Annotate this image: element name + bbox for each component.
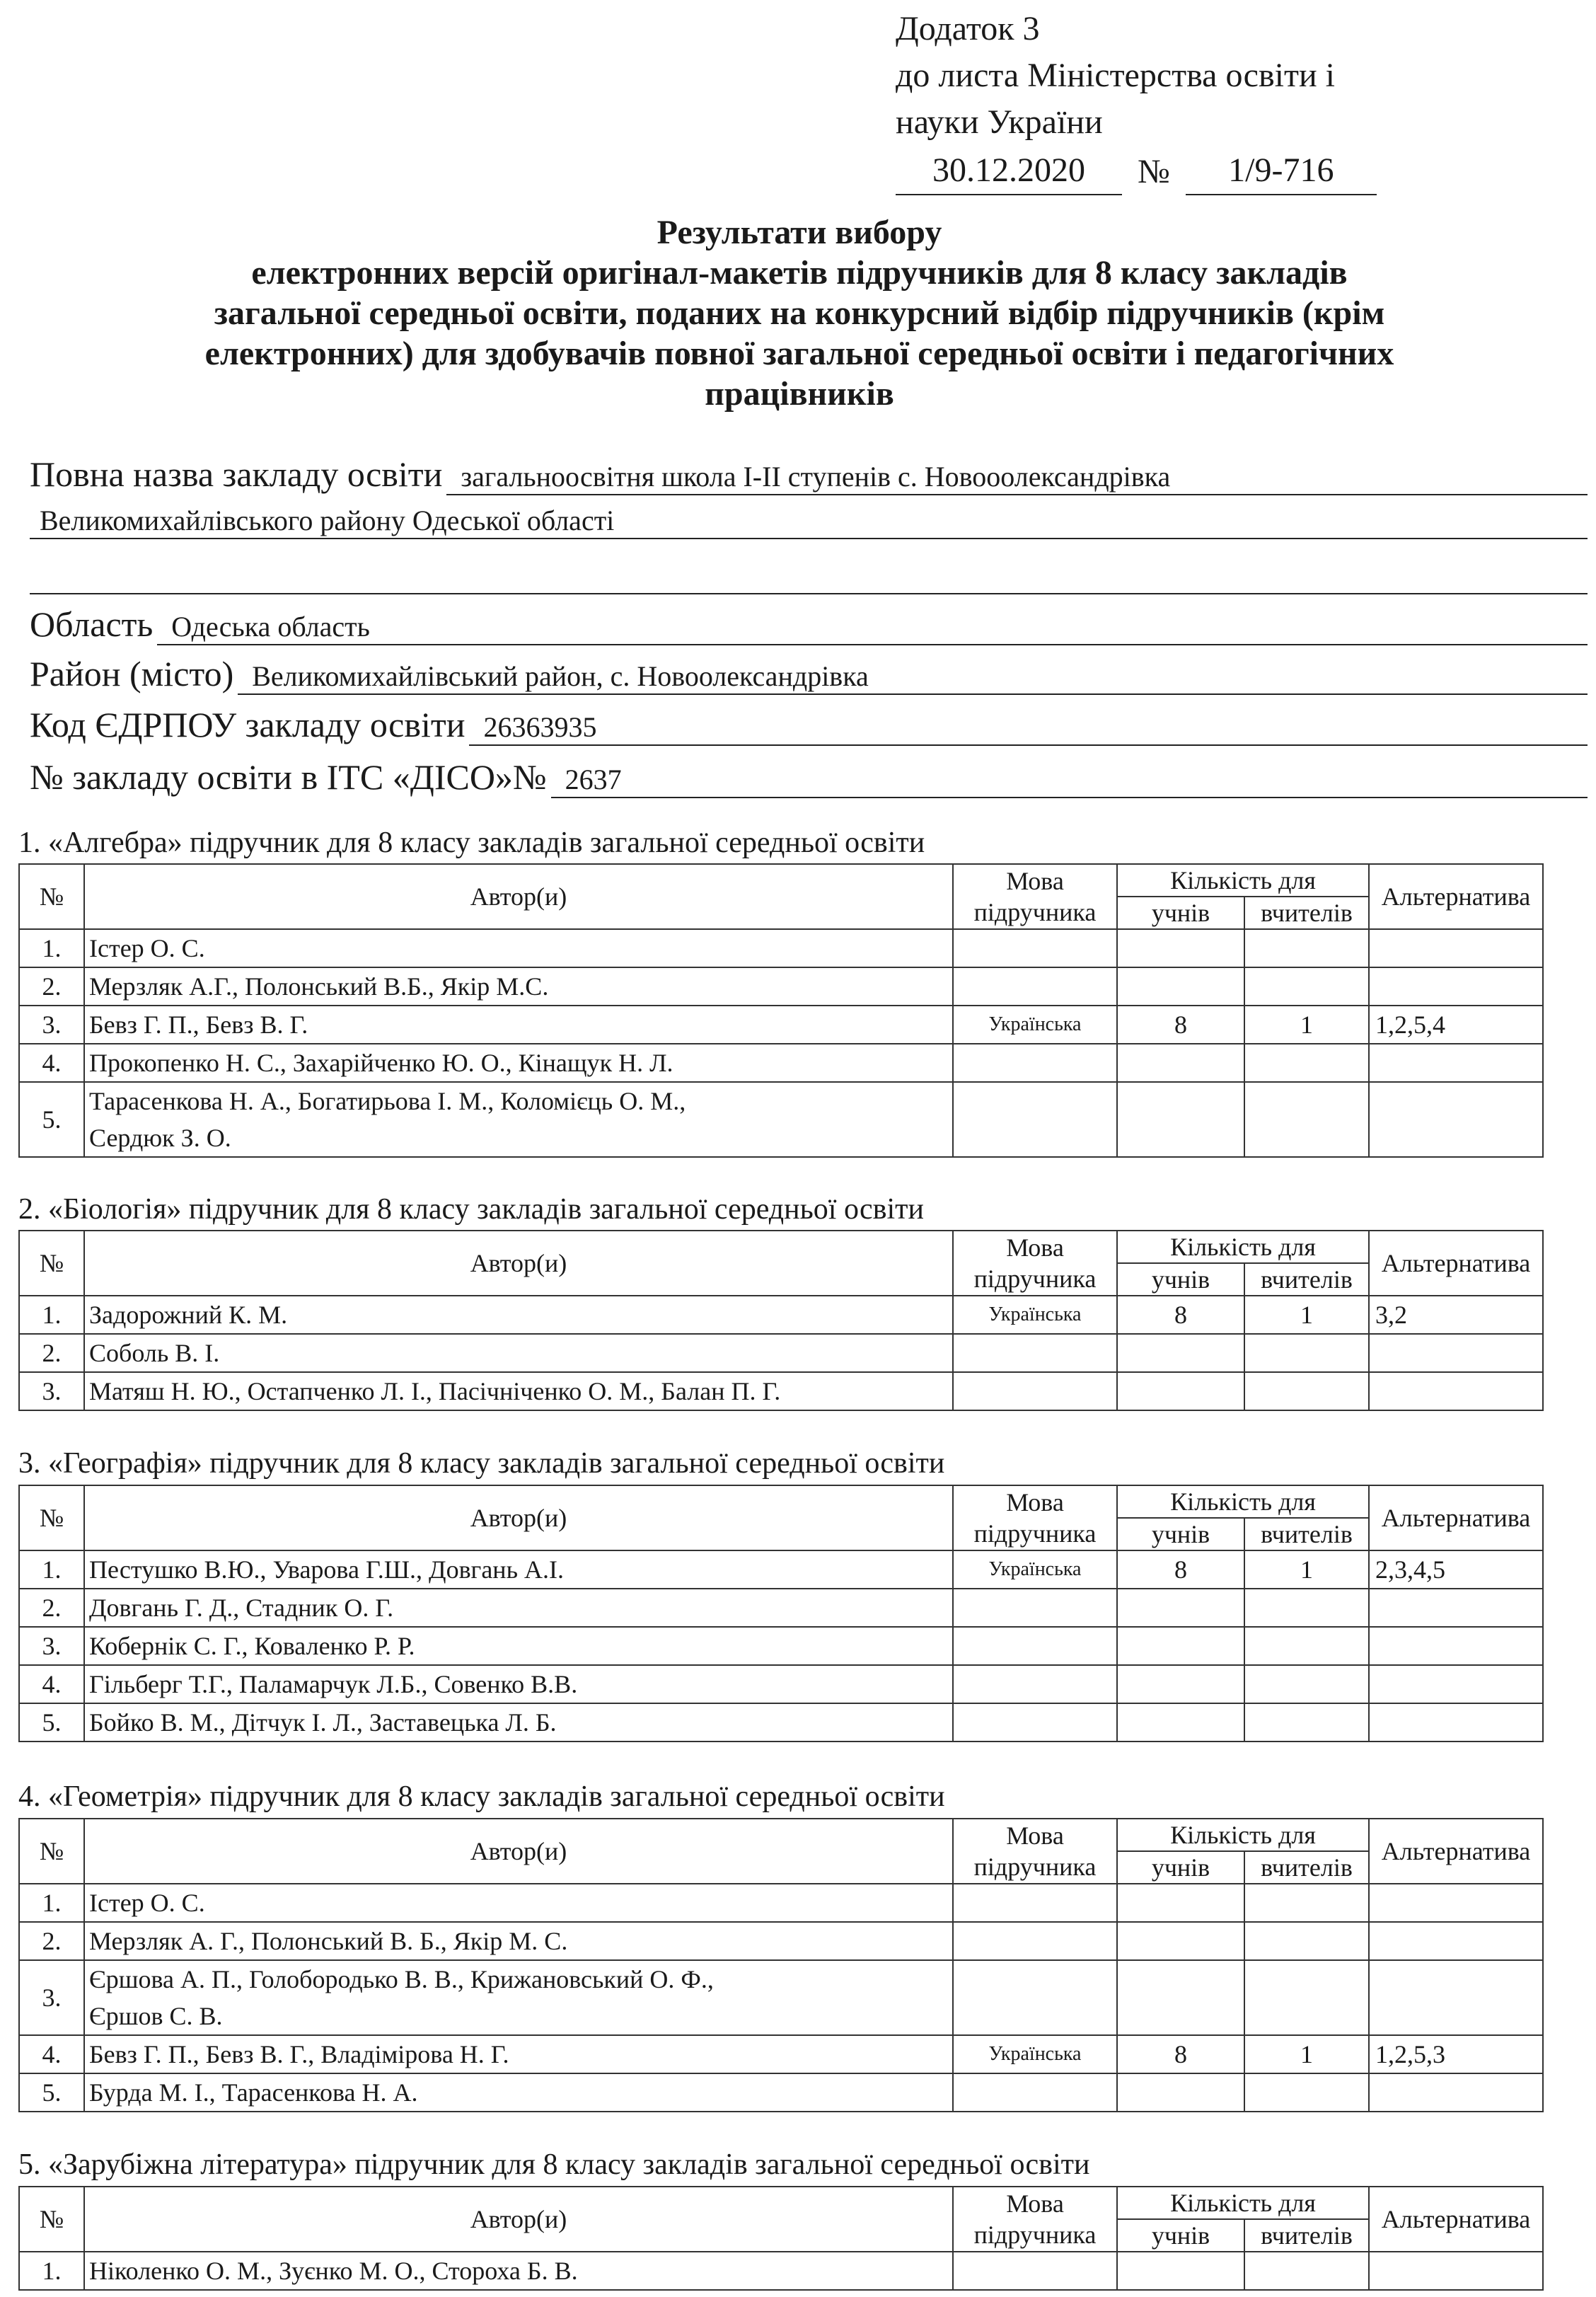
region-value: Одеська область [157,610,1588,645]
row-authors-line-1: Гільберг Т.Г., Паламарчук Л.Б., Совенко В.В. [89,1670,578,1698]
row-students [1117,929,1244,967]
row-students: 8 [1117,2035,1244,2073]
row-authors-line-1: Бевз Г. П., Бевз В. Г. [89,1011,308,1039]
header-language-line-2: підручника [973,1265,1097,1293]
table-row [19,1334,1543,1372]
row-authors [84,1372,953,1410]
row-teachers [1244,1627,1369,1665]
row-alternative: 1,2,5,3 [1369,2035,1543,2073]
header-authors: Автор(и) [84,864,953,929]
row-number: 1. [19,2252,84,2290]
header-teachers: вчителів [1244,1518,1369,1550]
header-authors: Автор(и) [84,1485,953,1550]
row-authors-line-2: Єршов С. В. [89,2002,223,2030]
header-language [953,864,1117,929]
appendix-number-row [896,147,1377,195]
row-teachers [1244,2252,1369,2290]
row-authors [84,1044,953,1082]
row-language [953,2073,1117,2112]
row-students [1117,1044,1244,1082]
section-title-geometry: 4. «Геометрія» підручник для 8 класу закладів загальної середньої освіти [18,1780,945,1813]
appendix-line-2: до листа Міністерства освіти і [896,57,1335,94]
row-authors [84,1627,953,1665]
row-students [1117,2252,1244,2290]
row-number: 2. [19,1589,84,1627]
row-students [1117,1665,1244,1703]
title-line-2: електронних версій оригінал-макетів підручників для 8 класу закладів [251,254,1348,292]
section-title-biology: 2. «Біологія» підручник для 8 класу закладів загальної середньої освіти [18,1193,924,1226]
header-authors: Автор(и) [84,2187,953,2252]
header-authors: Автор(и) [84,1231,953,1296]
appendix-date: 30.12.2020 [896,147,1122,195]
row-language [953,967,1117,1006]
header-authors: Автор(и) [84,1819,953,1884]
row-alternative [1369,1703,1543,1742]
row-language [953,1334,1117,1372]
table-row [19,1703,1543,1742]
row-language [953,1960,1117,2035]
district-label: Район (місто) [30,654,234,693]
row-language [953,1082,1117,1157]
header-row [19,1485,1543,1518]
row-language [953,1922,1117,1960]
row-authors [84,2073,953,2112]
full-name-value-line-2: Великомихайлівського району Одеської області [30,504,1588,539]
header-quantity: Кількість для [1117,1485,1369,1518]
row-teachers [1244,1589,1369,1627]
header-language [953,2187,1117,2252]
header-row [19,1819,1543,1851]
header-num: № [19,2187,84,2252]
row-students: 8 [1117,1550,1244,1589]
row-teachers: 1 [1244,2035,1369,2073]
header-students: учнів [1117,1851,1244,1884]
row-language [953,2252,1117,2290]
row-alternative [1369,1044,1543,1082]
header-language-line-2: підручника [973,1519,1097,1548]
row-authors [84,1703,953,1742]
table-row [19,2035,1543,2073]
header-language-line-2: підручника [973,1853,1097,1881]
table-row [19,1006,1543,1044]
header-quantity: Кількість для [1117,1819,1369,1851]
row-number: 1. [19,1884,84,1922]
region-field [30,603,1588,645]
row-authors-line-1: Соболь В. І. [89,1339,220,1367]
header-language-line-2: підручника [973,2221,1097,2249]
row-language: Українська [953,1550,1117,1589]
row-number: 4. [19,2035,84,2073]
row-teachers [1244,1703,1369,1742]
row-authors [84,1334,953,1372]
row-alternative: 2,3,4,5 [1369,1550,1543,1589]
header-language-line-1: Мова [1006,1488,1064,1516]
row-authors-line-2: Сердюк З. О. [89,1124,231,1152]
header-teachers: вчителів [1244,1851,1369,1884]
row-authors-line-1: Кобернік С. Г., Коваленко Р. Р. [89,1632,415,1660]
row-language [953,1703,1117,1742]
row-students [1117,1884,1244,1922]
table-row [19,1082,1543,1157]
header-language-line-2: підручника [973,898,1097,926]
table-row [19,1884,1543,1922]
row-authors [84,1589,953,1627]
table-row [19,1627,1543,1665]
table-row [19,1296,1543,1334]
row-number: 5. [19,2073,84,2112]
row-authors [84,1960,953,2035]
row-authors [84,1884,953,1922]
row-language: Українська [953,1006,1117,1044]
its-label: № закладу освіти в ІТС «ДІСО»№ [30,757,547,797]
row-teachers [1244,1334,1369,1372]
row-language [953,1665,1117,1703]
header-students: учнів [1117,1263,1244,1296]
row-alternative [1369,1665,1543,1703]
its-field [30,756,1588,798]
edrpou-label: Код ЄДРПОУ закладу освіти [30,705,466,744]
row-alternative [1369,2073,1543,2112]
row-authors [84,967,953,1006]
row-number: 1. [19,1296,84,1334]
row-students [1117,1334,1244,1372]
row-number: 2. [19,967,84,1006]
header-row [19,1231,1543,1263]
row-students: 8 [1117,1006,1244,1044]
row-language: Українська [953,1296,1117,1334]
table-literature [18,2186,1544,2291]
header-language-line-1: Мова [1006,1233,1064,1262]
table-row [19,1922,1543,1960]
table-row [19,2252,1543,2290]
section-title-algebra: 1. «Алгебра» підручник для 8 класу закладів загальної середньої освіти [18,827,925,859]
header-language-line-1: Мова [1006,867,1064,895]
row-number: 4. [19,1044,84,1082]
row-number: 3. [19,1006,84,1044]
table-row [19,1589,1543,1627]
row-authors-line-1: Тарасенкова Н. А., Богатирьова І. М., Коломієць О. М., [89,1087,686,1115]
region-label: Область [30,604,154,644]
appendix-line-1: Додаток 3 [896,10,1040,47]
full-name-value: загальноосвітня школа І-ІІ ступенів с. Новооолександрівка [446,460,1588,495]
full-name-label: Повна назва закладу освіти [30,454,443,494]
title-line-1: Результати вибору [657,214,942,251]
header-alternative: Альтернатива [1369,864,1543,929]
edrpou-value: 26363935 [469,710,1588,746]
row-students [1117,1082,1244,1157]
row-alternative: 3,2 [1369,1296,1543,1334]
table-row [19,929,1543,967]
row-authors [84,1665,953,1703]
row-teachers [1244,1884,1369,1922]
row-authors-line-1: Бурда М. І., Тарасенкова Н. А. [89,2078,418,2107]
row-authors [84,1082,953,1157]
row-alternative [1369,1372,1543,1410]
table-row [19,1044,1543,1082]
row-authors [84,1006,953,1044]
header-quantity: Кількість для [1117,864,1369,897]
row-teachers: 1 [1244,1006,1369,1044]
row-number: 2. [19,1334,84,1372]
row-alternative [1369,929,1543,967]
header-alternative: Альтернатива [1369,1819,1543,1884]
row-teachers [1244,1922,1369,1960]
district-field [30,652,1588,695]
section-title-literature: 5. «Зарубіжна література» підручник для 8 класу закладів загальної середньої освіти [18,2148,1090,2181]
row-language [953,1627,1117,1665]
row-authors-line-1: Пестушко В.Ю., Уварова Г.Ш., Довгань А.І. [89,1555,564,1584]
table-algebra [18,863,1544,1158]
row-students [1117,1372,1244,1410]
row-teachers: 1 [1244,1550,1369,1589]
row-teachers [1244,1372,1369,1410]
header-row [19,2187,1543,2219]
table-geometry [18,1818,1544,2112]
appendix-no-sign: № [1138,153,1170,190]
row-students [1117,1960,1244,2035]
row-authors-line-1: Матяш Н. Ю., Остапченко Л. І., Пасічніченко О. М., Балан П. Г. [89,1377,781,1405]
title-line-5: працівників [705,375,894,413]
row-authors-line-1: Єршова А. П., Голобородько В. В., Крижановський О. Ф., [89,1965,714,1993]
district-value: Великомихайлівський район, с. Новоолександрівка [238,660,1588,695]
row-alternative [1369,1082,1543,1157]
table-row [19,967,1543,1006]
blank-line [30,559,1588,594]
row-authors-line-1: Довгань Г. Д., Стадник О. Г. [89,1594,394,1622]
row-authors-line-1: Істер О. С. [89,1889,205,1917]
row-alternative [1369,1884,1543,1922]
row-language [953,1884,1117,1922]
row-number: 5. [19,1703,84,1742]
row-teachers [1244,1082,1369,1157]
header-quantity: Кількість для [1117,2187,1369,2219]
row-alternative [1369,1627,1543,1665]
row-students: 8 [1117,1296,1244,1334]
appendix-line-3: науки України [896,103,1103,141]
edrpou-field [30,703,1588,746]
row-authors-line-1: Бевз Г. П., Бевз В. Г., Владімірова Н. Г. [89,2040,509,2068]
header-row [19,864,1543,897]
row-authors-line-1: Задорожний К. М. [89,1301,288,1329]
row-number: 4. [19,1665,84,1703]
row-teachers [1244,1960,1369,2035]
row-teachers [1244,1044,1369,1082]
row-students [1117,967,1244,1006]
table-biology [18,1230,1544,1411]
header-alternative: Альтернатива [1369,1231,1543,1296]
row-number: 1. [19,929,84,967]
header-language-line-1: Мова [1006,2189,1064,2218]
row-alternative [1369,2252,1543,2290]
full-name-field [30,453,1588,495]
header-language [953,1231,1117,1296]
row-number: 1. [19,1550,84,1589]
table-row [19,2073,1543,2112]
table-row [19,1960,1543,2035]
header-teachers: вчителів [1244,897,1369,929]
header-num: № [19,1485,84,1550]
header-students: учнів [1117,2219,1244,2252]
table-row [19,1665,1543,1703]
row-students [1117,1589,1244,1627]
row-authors-line-1: Бойко В. М., Дітчук І. Л., Заставецька Л. Б. [89,1708,557,1737]
header-language [953,1485,1117,1550]
row-authors [84,929,953,967]
section-title-geography: 3. «Географія» підручник для 8 класу закладів загальної середньої освіти [18,1447,945,1480]
table-geography [18,1485,1544,1742]
row-students [1117,1627,1244,1665]
row-language [953,929,1117,967]
row-students [1117,1922,1244,1960]
row-alternative: 1,2,5,4 [1369,1006,1543,1044]
row-authors [84,1550,953,1589]
table-row [19,1372,1543,1410]
row-number: 3. [19,1372,84,1410]
row-number: 3. [19,1960,84,2035]
row-number: 2. [19,1922,84,1960]
row-authors-line-1: Ніколенко О. М., Зуєнко М. О., Стороха Б. В. [89,2257,578,2285]
row-alternative [1369,1334,1543,1372]
row-authors [84,1922,953,1960]
row-teachers [1244,1665,1369,1703]
row-teachers [1244,929,1369,967]
row-teachers [1244,2073,1369,2112]
row-alternative [1369,1960,1543,2035]
document-title [42,212,1556,414]
header-alternative: Альтернатива [1369,1485,1543,1550]
row-language [953,1372,1117,1410]
header-language [953,1819,1117,1884]
title-line-4: електронних) для здобувачів повної загальної середньої освіти і педагогічних [204,335,1394,372]
row-number: 5. [19,1082,84,1157]
row-authors [84,1296,953,1334]
appendix-block [896,6,1377,195]
row-alternative [1369,1922,1543,1960]
header-alternative: Альтернатива [1369,2187,1543,2252]
header-students: учнів [1117,1518,1244,1550]
row-number: 3. [19,1627,84,1665]
header-quantity: Кількість для [1117,1231,1369,1263]
appendix-number: 1/9-716 [1186,147,1377,195]
row-alternative [1369,1589,1543,1627]
row-teachers: 1 [1244,1296,1369,1334]
header-num: № [19,1231,84,1296]
row-students [1117,2073,1244,2112]
row-language [953,1589,1117,1627]
row-authors [84,2252,953,2290]
header-teachers: вчителів [1244,2219,1369,2252]
title-line-3: загальної середньої освіти, поданих на конкурсний відбір підручників (крім [214,294,1385,332]
row-authors-line-1: Мерзляк А. Г., Полонський В. Б., Якір М. С. [89,1927,568,1955]
header-num: № [19,1819,84,1884]
table-row [19,1550,1543,1589]
row-authors-line-1: Прокопенко Н. С., Захарійченко Ю. О., Кінащук Н. Л. [89,1049,673,1077]
its-value: 2637 [551,763,1588,798]
header-language-line-1: Мова [1006,1821,1064,1850]
row-students [1117,1703,1244,1742]
row-authors [84,2035,953,2073]
row-language [953,1044,1117,1082]
row-authors-line-1: Мерзляк А.Г., Полонський В.Б., Якір М.С. [89,972,549,1001]
header-students: учнів [1117,897,1244,929]
row-authors-line-1: Істер О. С. [89,934,205,962]
row-teachers [1244,967,1369,1006]
row-language: Українська [953,2035,1117,2073]
header-num: № [19,864,84,929]
header-teachers: вчителів [1244,1263,1369,1296]
row-alternative [1369,967,1543,1006]
